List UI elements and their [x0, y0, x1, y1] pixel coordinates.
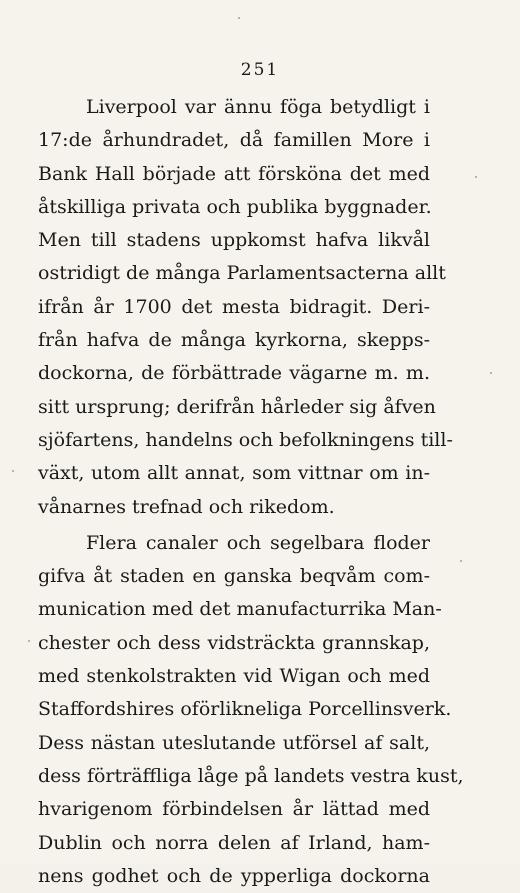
paper-speck — [460, 560, 462, 562]
text-line: hvarigenom förbindelsen år lättad med — [38, 798, 430, 821]
text-line: Flera canaler och segelbara floder — [86, 531, 430, 554]
text-line: munication med det manufacturrika Man- — [38, 598, 442, 621]
text-line: dockorna, de förbättrade vägarne m. m. — [38, 362, 430, 385]
text-line: med stenkolstrakten vid Wigan och med — [38, 665, 430, 688]
paragraph-1 — [38, 91, 453, 524]
paper-speck — [238, 17, 240, 19]
text-line: Dublin och norra delen af Irland, ham- — [38, 831, 430, 854]
text-line: sjöfartens, handelns och befolkningens till- — [38, 428, 453, 451]
text-line: dess förträffliga låge på landets vestra kust, — [38, 764, 464, 787]
paper-speck — [475, 176, 477, 178]
text-line: Men till stadens uppkomst hafva likvål — [38, 229, 430, 252]
paper-speck — [490, 372, 492, 374]
text-line: chester och dess vidsträckta grannskap, — [38, 631, 430, 654]
paragraph-2 — [38, 527, 464, 893]
paper-speck — [12, 470, 14, 472]
text-line: från hafva de många kyrkorna, skepps- — [38, 329, 430, 352]
paper-speck — [28, 640, 30, 642]
page-number: 251 — [240, 60, 280, 80]
text-line: Dess nästan uteslutande utförsel af salt, — [38, 731, 430, 754]
text-line: ifrån år 1700 det mesta bidragit. Deri- — [38, 295, 430, 318]
text-line: vånarnes trefnad och rikedom. — [38, 495, 335, 518]
text-line: Staffordshires oförlikneliga Porcellinsverk. — [38, 698, 452, 721]
text-line: sitt ursprung; derifrån hårleder sig åfven — [38, 395, 436, 418]
text-line: gifva åt staden en ganska beqvåm com- — [38, 565, 430, 588]
text-line: ostridigt de många Parlamentsacterna allt — [38, 262, 446, 285]
text-line: åtskilliga privata och publika byggnader. — [38, 195, 432, 218]
body-text — [38, 91, 464, 893]
text-line: växt, utom allt annat, som vittnar om in- — [38, 462, 430, 485]
text-line: 17:de århundradet, då famillen More i — [38, 129, 430, 152]
text-line: nens godhet och de ypperliga dockorna — [38, 864, 430, 887]
text-line: Liverpool var ännu föga betydligt i — [86, 96, 430, 118]
text-line: Bank Hall började att försköna det med — [38, 162, 430, 185]
